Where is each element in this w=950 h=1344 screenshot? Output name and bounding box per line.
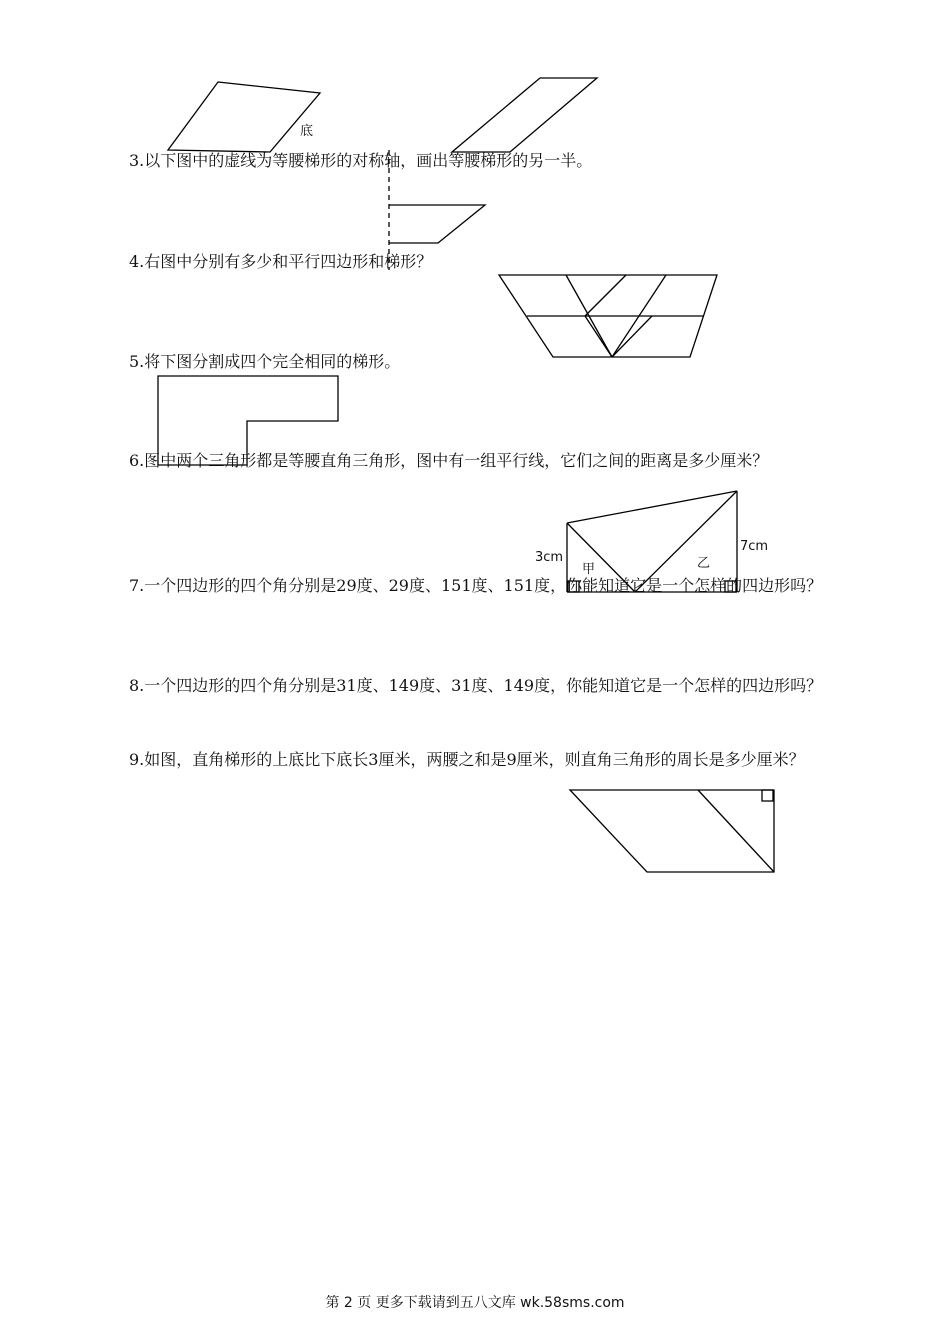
trapezoid-diagonal [698, 790, 774, 872]
question-5: 5.将下图分割成四个完全相同的梯形。 [129, 352, 401, 371]
base-label: 底 [300, 124, 314, 139]
question-8: 8.一个四边形的四个角分别是31度、149度、31度、149度，你能知道它是一个怎样的四边形吗？ [129, 676, 823, 695]
question-6: 6.图中两个三角形都是等腰直角三角形，图中有一组平行线，它们之间的距离是多少厘米？ [129, 451, 769, 470]
question-3: 3.以下图中的虚线为等腰梯形的对称轴，画出等腰梯形的另一半。 [129, 151, 593, 170]
question-7: 7.一个四边形的四个角分别是29度、29度、151度、151度，你能知道它是一个怎样的四边形吗？ [129, 576, 823, 595]
question-9: 9.如图，直角梯形的上底比下底长3厘米，两腰之和是9厘米，则直角三角形的周长是多少厘米？ [129, 750, 805, 769]
side-label-3cm: 3cm [535, 550, 564, 565]
top-line [567, 491, 737, 523]
question-4: 4.右图中分别有多少和平行四边形和梯形？ [129, 252, 433, 271]
triangle-b-label: 乙 [697, 556, 711, 571]
right-trapezoid [570, 790, 774, 872]
parallelogram-right [452, 78, 597, 152]
half-trapezoid [389, 205, 485, 243]
right-angle-mark [762, 790, 773, 801]
triangle-a-label: 甲 [582, 562, 596, 577]
parallelogram-left [168, 82, 320, 152]
side-label-7cm: 7cm [740, 539, 769, 554]
grid-line [585, 275, 626, 316]
page-footer: 第 2 页 更多下载请到五八文库 wk.58sms.com [325, 1295, 625, 1311]
